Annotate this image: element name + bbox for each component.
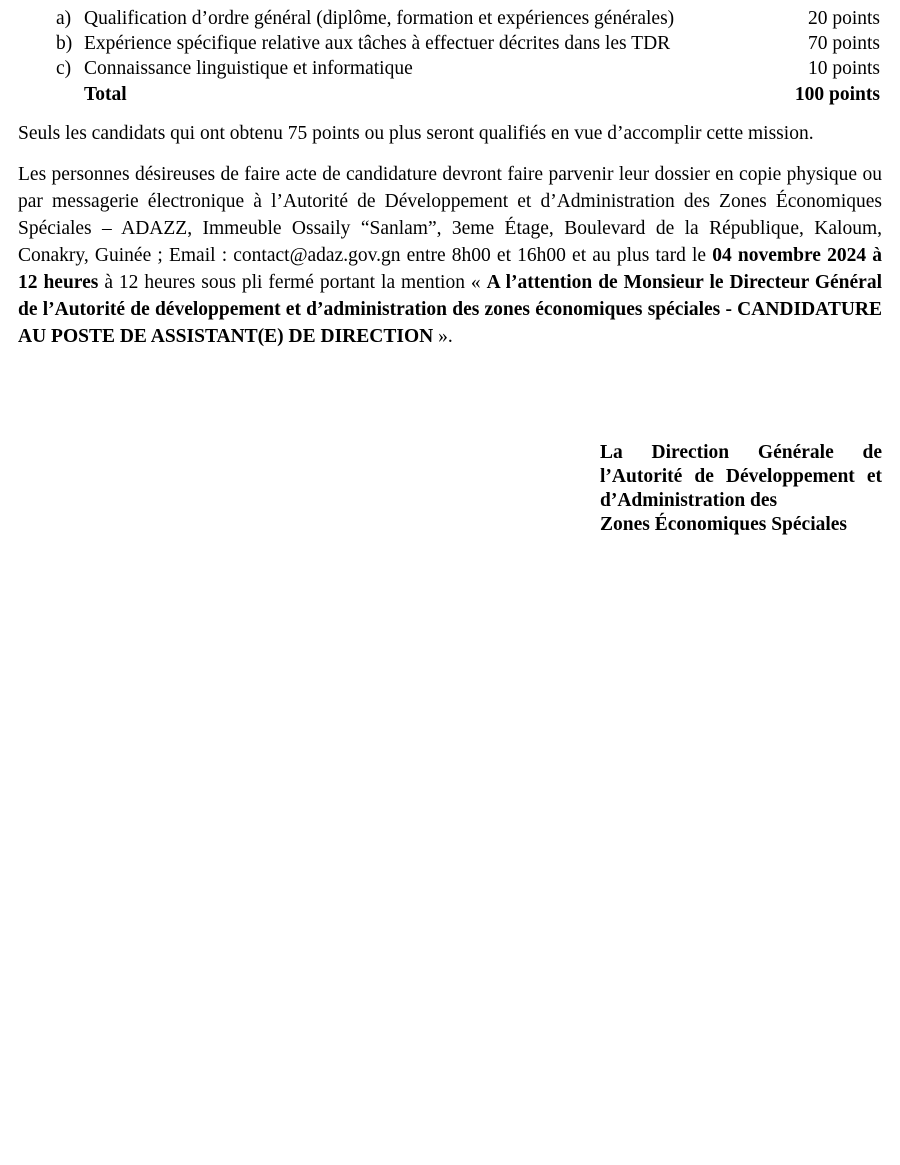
application-text-part2: à 12 heures sous pli fermé portant la mention « (98, 272, 487, 293)
signature-last-line: Zones Économiques Spéciales (600, 514, 848, 535)
criteria-marker: a) (56, 8, 72, 29)
application-paragraph (18, 161, 882, 350)
criteria-row (0, 31, 900, 56)
criteria-points: 10 points (807, 58, 880, 79)
blank-page-area (0, 560, 900, 1165)
criteria-label: Qualification d’ordre général (diplôme, formation et expériences générales) (84, 8, 675, 29)
criteria-row (0, 56, 900, 81)
criteria-marker: b) (56, 33, 73, 54)
application-text-part3: ». (433, 326, 453, 347)
qualification-note-paragraph: Seuls les candidats qui ont obtenu 75 points ou plus seront qualifiés en vue d’accomplir cette mission. (18, 123, 814, 144)
criteria-points: 20 points (807, 8, 880, 29)
criteria-label: Expérience spécifique relative aux tâches à effectuer décrites dans les TDR (84, 33, 671, 54)
criteria-total-label: Total (84, 84, 127, 105)
signature-text: La Direction Générale de l’Autorité de Développement et d’Administration des (600, 442, 882, 511)
body-text-block (18, 120, 882, 350)
criteria-total-row (0, 81, 900, 109)
application-deadline-bold: 04 novembre 2024 à 12 heures (18, 245, 883, 293)
criteria-row (0, 6, 900, 31)
criteria-label: Connaissance linguistique et informatique (84, 58, 413, 79)
criteria-points: 70 points (807, 33, 880, 54)
signature-block (600, 441, 882, 537)
application-mention-bold: A l’attention de Monsieur le Directeur Général de l’Autorité de développement et d’administration des zones économiques spéciales - CANDIDATURE AU POSTE DE ASSISTANT(E) DE DIRECTION (18, 272, 882, 347)
application-text-part1: Les personnes désireuses de faire acte de candidature devront faire parvenir leur dossier en copie physique ou par messagerie électronique à l’Autorité de Développement et d’Administration des Zones Économiques Spéciales – ADAZZ, Immeuble Ossaily “Sanlam”, 3eme Étage, Boulevard de la République, Kaloum, Conakry, Guinée ; Email : contact@adaz.gov.gn entre 8h00 et 16h00 et au plus tard le (18, 164, 882, 266)
criteria-total-points: 100 points (794, 84, 880, 105)
criteria-marker: c) (56, 58, 72, 79)
criteria-list (0, 6, 900, 109)
